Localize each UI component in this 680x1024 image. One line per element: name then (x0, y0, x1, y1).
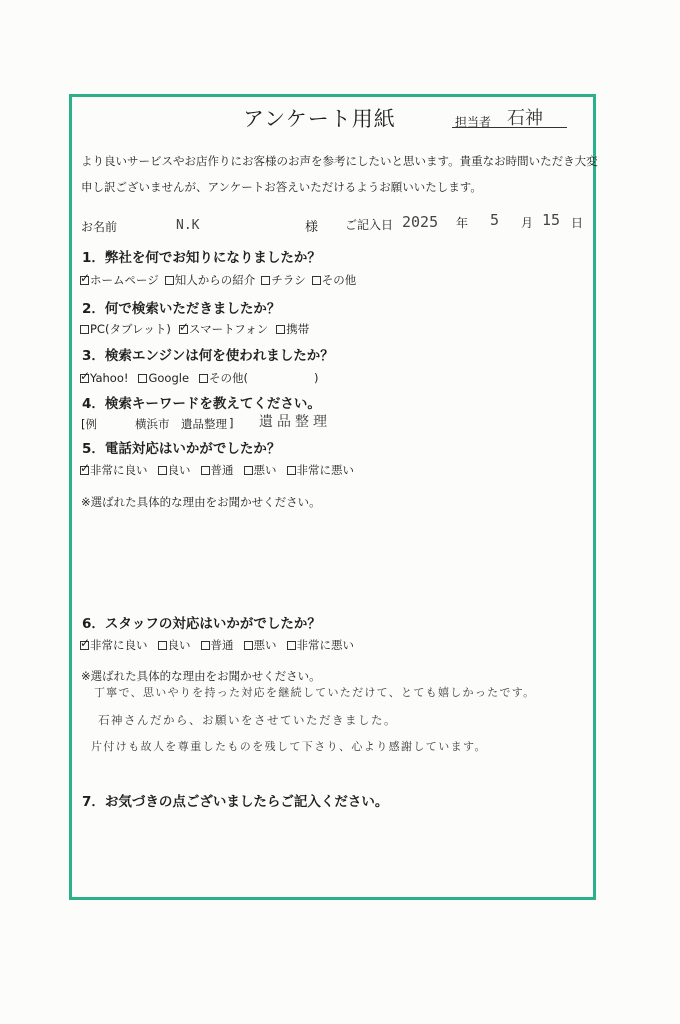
intro-line-1: より良いサービスやお店作りにお客様のお声を参考にしたいと思います。貴重なお時間いただき大変 (81, 154, 598, 168)
question-5: 5．電話対応はいかがでしたか？ (82, 441, 281, 457)
q6-option-label: 普通 (210, 638, 234, 652)
q5-checkbox-very-good[interactable] (80, 460, 91, 475)
q4-answer: 遺品整理 (259, 414, 331, 430)
q1-option-referral[interactable] (165, 272, 256, 288)
intro-line-2: 申し訳ございませんが、アンケートお答えいただけるようお願いいたします。 (81, 180, 482, 194)
q6-option-very-bad[interactable] (287, 637, 355, 653)
q3-option-google[interactable] (138, 371, 189, 385)
q6-checkbox-average[interactable] (201, 641, 210, 650)
year-unit: 年 (456, 216, 469, 230)
q2-option-smartphone[interactable] (179, 321, 268, 337)
q1-option-label: その他 (321, 273, 357, 287)
q1-option-flyer[interactable] (261, 272, 306, 288)
check-mark-icon: ✓ (80, 368, 91, 383)
q5-option-label: 非常に良い (90, 463, 148, 477)
q2-checkbox-pc[interactable] (80, 325, 89, 334)
q5-checkbox-bad[interactable] (244, 466, 253, 475)
q5-option-bad[interactable] (244, 462, 277, 478)
q6-checkbox-bad[interactable] (244, 641, 253, 650)
q6-option-bad[interactable] (244, 637, 277, 653)
question-1: 1．弊社を何でお知りになりましたか？ (82, 250, 321, 266)
q1-option-label: チラシ (271, 273, 306, 287)
q3-option-label: Yahoo! (90, 371, 129, 385)
date-year: 2025 (402, 213, 439, 231)
day-unit: 日 (571, 216, 584, 230)
q6-comment-line-2: 石神さんだから、お願いをさせていただきました。 (98, 713, 397, 727)
q3-option-label: その他( (209, 371, 249, 385)
q6-option-label: 非常に悪い (296, 638, 354, 652)
q6-reason-prompt: ※選ばれた具体的な理由をお聞かせください。 (81, 669, 321, 683)
q5-option-label: 普通 (210, 463, 234, 477)
question-2: 2．何で検索いただきましたか？ (82, 301, 281, 317)
name-label: お名前 (81, 220, 118, 234)
q2-option-label: スマートフォン (188, 322, 269, 336)
q6-comment-line-3: 片付けも故人を尊重したものを残して下さり、心より感謝しています。 (91, 740, 487, 753)
honorific: 様 (305, 220, 319, 235)
q5-checkbox-good[interactable] (158, 466, 167, 475)
q5-reason-prompt: ※選ばれた具体的な理由をお聞かせください。 (81, 495, 321, 509)
staff-label: 担当者 (455, 115, 492, 129)
q1-option-label: 知人からの紹介 (174, 273, 256, 287)
q1-checkbox-other[interactable] (312, 276, 321, 285)
survey-title: アンケート用紙 (243, 107, 396, 131)
q5-option-label: 良い (167, 463, 191, 477)
q6-option-very-good[interactable] (80, 637, 148, 653)
check-mark-icon: ✓ (80, 270, 91, 285)
q3-option-yahoo[interactable] (80, 368, 129, 385)
q2-checkbox-mobile[interactable] (276, 325, 285, 334)
question-7: 7．お気づきの点ございましたらご記入ください。 (82, 794, 389, 810)
q2-checkbox-smartphone[interactable] (178, 319, 189, 334)
q3-checkbox-google[interactable] (138, 374, 147, 383)
q6-checkbox-very-good[interactable] (80, 635, 91, 650)
q6-option-label: 悪い (253, 638, 277, 652)
q3-option-label: Google (148, 371, 190, 385)
q6-checkbox-very-bad[interactable] (287, 641, 296, 650)
staff-name: 石神 (507, 108, 543, 129)
q6-option-label: 良い (167, 638, 191, 652)
q6-options (80, 637, 360, 653)
q4-example-close: ] (229, 416, 234, 430)
month-unit: 月 (521, 216, 534, 230)
check-mark-icon: ✓ (80, 635, 91, 650)
date-label: ご記入日 (345, 218, 394, 232)
q2-option-label: 携帯 (286, 322, 310, 336)
q6-checkbox-good[interactable] (158, 641, 167, 650)
q1-checkbox-homepage[interactable] (80, 270, 91, 285)
q5-option-average[interactable] (201, 462, 234, 478)
q2-option-pc[interactable] (80, 321, 171, 337)
q1-option-other[interactable] (312, 272, 357, 288)
q1-option-homepage[interactable] (80, 272, 159, 288)
q3-close-paren: ) (314, 371, 319, 385)
q3-options (80, 370, 325, 386)
q3-checkbox-other[interactable] (199, 374, 208, 383)
q6-comment-line-1: 丁寧で、思いやりを持った対応を継続していただけて、とても嬉しかったです。 (94, 686, 536, 699)
question-6: 6．スタッフの対応はいかがでしたか？ (82, 616, 321, 632)
q6-option-average[interactable] (201, 637, 234, 653)
check-mark-icon: ✓ (178, 319, 189, 334)
q6-option-good[interactable] (158, 637, 191, 653)
q5-option-very-bad[interactable] (287, 462, 355, 478)
q6-option-label: 非常に良い (90, 638, 148, 652)
check-mark-icon: ✓ (80, 460, 91, 475)
q2-option-label: PC(タブレット) (90, 322, 171, 336)
q5-option-very-good[interactable] (80, 462, 148, 478)
q1-checkbox-flyer[interactable] (261, 276, 270, 285)
q5-option-label: 非常に悪い (296, 463, 354, 477)
staff-underline (452, 127, 567, 128)
q5-options (80, 462, 360, 478)
date-month: 5 (490, 211, 500, 229)
q2-options (80, 321, 315, 337)
q1-options (80, 272, 362, 288)
q3-option-other[interactable] (199, 370, 319, 386)
q5-checkbox-very-bad[interactable] (287, 466, 296, 475)
q2-option-mobile[interactable] (276, 321, 309, 337)
q1-checkbox-referral[interactable] (165, 276, 174, 285)
q1-option-label: ホームページ (90, 273, 159, 287)
q3-checkbox-yahoo[interactable] (80, 368, 91, 383)
question-4: 4．検索キーワードを教えてください。 (82, 396, 321, 412)
q4-example-open: [例 (81, 417, 97, 431)
q5-option-label: 悪い (253, 463, 277, 477)
date-day: 15 (542, 211, 561, 229)
q4-example-words: 横浜市 遺品整理 (135, 417, 227, 431)
question-3: 3．検索エンジンは何を使われましたか？ (82, 348, 334, 364)
q5-option-good[interactable] (158, 462, 191, 478)
name-value: N.K (176, 218, 200, 233)
q5-checkbox-average[interactable] (201, 466, 210, 475)
